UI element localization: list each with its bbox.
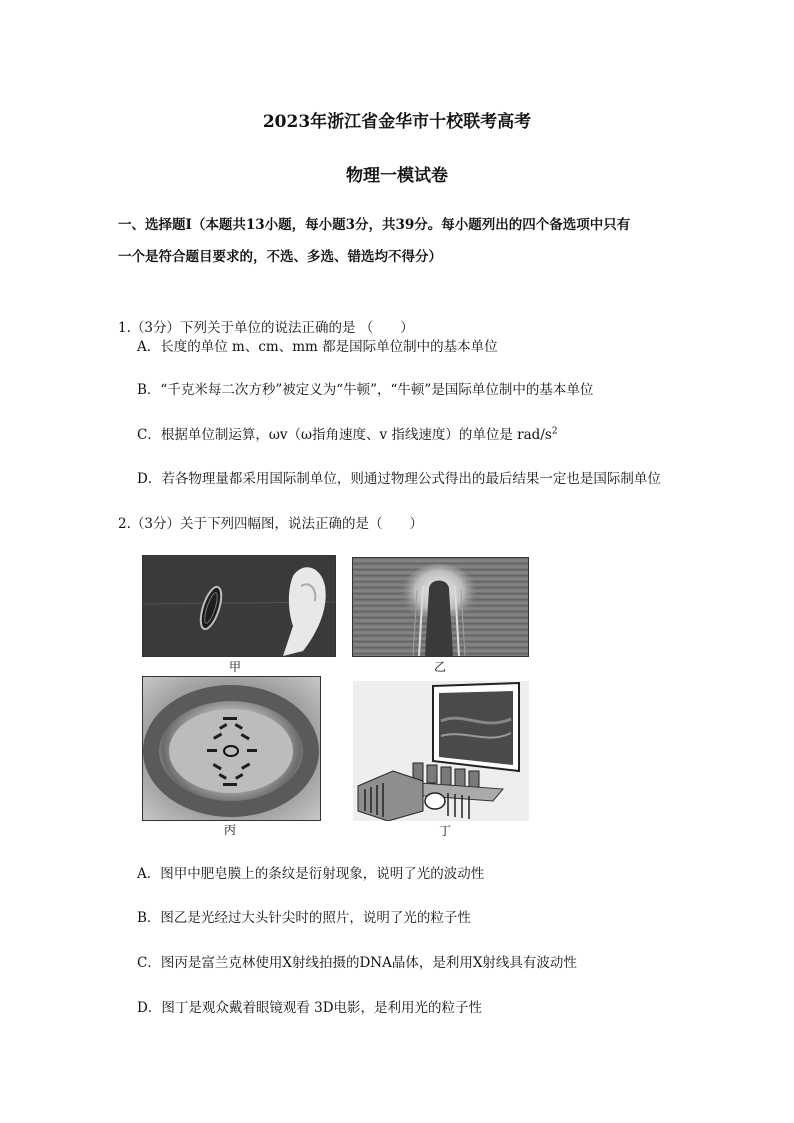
- soap-film-image: [143, 556, 335, 656]
- q1-stem: 1.（3分）下列关于单位的说法正确的是 （ ）: [118, 320, 414, 336]
- q1-option-c-superscript: 2: [551, 426, 558, 437]
- q1-option-b: B．“千克米每二次方秒”被定义为“牛顿”，“牛顿”是国际单位制中的基本单位: [137, 382, 594, 398]
- dna-xray-image: [143, 677, 320, 820]
- exam-title: 2023年浙江省金华市十校联考高考: [262, 112, 532, 132]
- figure-ding-3d-movie: [353, 681, 529, 821]
- figure-yi-pin-tip: [352, 557, 529, 657]
- q2-stem: 2.（3分）关于下列四幅图，说法正确的是（ ）: [118, 516, 423, 532]
- q2-option-c: C．图丙是富兰克林使用X射线拍摄的DNA晶体，是利用X射线具有波动性: [137, 955, 577, 971]
- q1-option-c: [137, 423, 558, 443]
- q2-option-d: D．图丁是观众戴着眼镜观看 3D电影，是利用光的粒子性: [137, 1000, 483, 1016]
- exam-subtitle: 物理一模试卷: [346, 166, 448, 186]
- q1-option-d: D．若各物理量都采用国际制单位，则通过物理公式得出的最后结果一定也是国际制单位: [137, 471, 661, 487]
- 3d-cinema-image: [353, 681, 529, 821]
- q1-option-c-text: C．根据单位制运算，ωv（ω指角速度、v 指线速度）的单位是 rad/s: [137, 427, 552, 443]
- caption-ding: 丁: [438, 824, 451, 838]
- q2-option-b: B．图乙是光经过大头针尖时的照片，说明了光的粒子性: [137, 910, 471, 926]
- q1-option-a: A．长度的单位 m、cm、mm 都是国际单位制中的基本单位: [137, 339, 498, 355]
- figure-bing-dna-xray: [142, 676, 321, 821]
- figure-jia-soap-film: [142, 555, 336, 657]
- pin-diffraction-image: [353, 558, 528, 656]
- caption-bing: 丙: [223, 823, 236, 837]
- caption-yi: 乙: [433, 660, 446, 674]
- q2-option-a: A．图甲中肥皂膜上的条纹是衍射现象，说明了光的波动性: [137, 866, 485, 882]
- section-instruction-line2: 一个是符合题目要求的，不选、多选、错选均不得分）: [118, 249, 442, 265]
- caption-jia: 甲: [228, 660, 241, 674]
- section-instruction-line1: 一、选择题Ⅰ（本题共13小题，每小题3分，共39分。每小题列出的四个备选项中只有: [118, 217, 631, 233]
